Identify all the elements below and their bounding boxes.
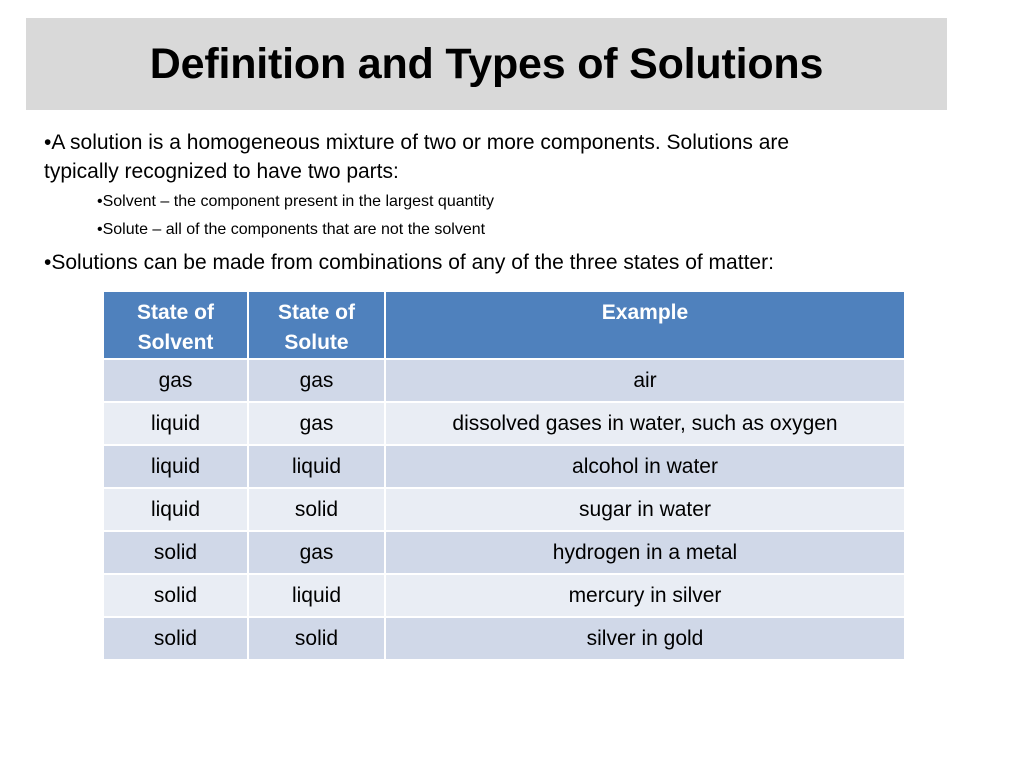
cell-state-of-solvent: gas bbox=[103, 359, 248, 402]
cell-state-of-solute: gas bbox=[248, 359, 385, 402]
sub-bullet-solute: •Solute – all of the components that are not the solvent bbox=[97, 221, 486, 238]
header-solute-line2: Solute bbox=[284, 331, 349, 354]
sub-bullet-list bbox=[97, 188, 974, 244]
header-solvent-line2: Solvent bbox=[137, 331, 214, 354]
cell-state-of-solvent: solid bbox=[103, 617, 248, 660]
sub-bullet-solvent: •Solvent – the component present in the largest quantity bbox=[97, 193, 494, 210]
header-state-of-solvent bbox=[103, 291, 248, 359]
cell-example: sugar in water bbox=[385, 488, 905, 531]
table-row bbox=[103, 445, 905, 488]
cell-example: mercury in silver bbox=[385, 574, 905, 617]
cell-state-of-solute: solid bbox=[248, 617, 385, 660]
solutions-table-wrapper bbox=[102, 290, 906, 661]
cell-state-of-solvent: liquid bbox=[103, 488, 248, 531]
header-solvent-line1: State of bbox=[136, 301, 214, 324]
cell-example: dissolved gases in water, such as oxygen bbox=[385, 402, 905, 445]
cell-example: alcohol in water bbox=[385, 445, 905, 488]
header-solute-line1: State of bbox=[277, 301, 355, 324]
table-row bbox=[103, 359, 905, 402]
cell-state-of-solute: gas bbox=[248, 402, 385, 445]
table-header-row bbox=[103, 291, 905, 359]
cell-example: air bbox=[385, 359, 905, 402]
cell-state-of-solute: solid bbox=[248, 488, 385, 531]
slide-body bbox=[44, 128, 974, 277]
title-band bbox=[26, 18, 947, 110]
cell-state-of-solvent: liquid bbox=[103, 445, 248, 488]
table-row bbox=[103, 531, 905, 574]
cell-state-of-solute: liquid bbox=[248, 445, 385, 488]
table-row bbox=[103, 402, 905, 445]
table-body bbox=[103, 359, 905, 660]
solutions-table bbox=[102, 290, 906, 661]
table-row bbox=[103, 574, 905, 617]
cell-example: hydrogen in a metal bbox=[385, 531, 905, 574]
bullet-text-line1: •A solution is a homogeneous mixture of two or more components. Solutions are bbox=[44, 131, 790, 154]
bullet-states-of-matter: •Solutions can be made from combinations of any of the three states of matter: bbox=[44, 251, 774, 274]
cell-state-of-solvent: liquid bbox=[103, 402, 248, 445]
slide-title: Definition and Types of Solutions bbox=[149, 39, 824, 88]
bullet-solution-definition bbox=[44, 128, 974, 186]
cell-example: silver in gold bbox=[385, 617, 905, 660]
cell-state-of-solute: liquid bbox=[248, 574, 385, 617]
table-row bbox=[103, 617, 905, 660]
cell-state-of-solvent: solid bbox=[103, 574, 248, 617]
bullet-text-line2: typically recognized to have two parts: bbox=[44, 160, 399, 183]
header-example: Example bbox=[385, 291, 905, 359]
header-state-of-solute bbox=[248, 291, 385, 359]
cell-state-of-solute: gas bbox=[248, 531, 385, 574]
cell-state-of-solvent: solid bbox=[103, 531, 248, 574]
table-row bbox=[103, 488, 905, 531]
